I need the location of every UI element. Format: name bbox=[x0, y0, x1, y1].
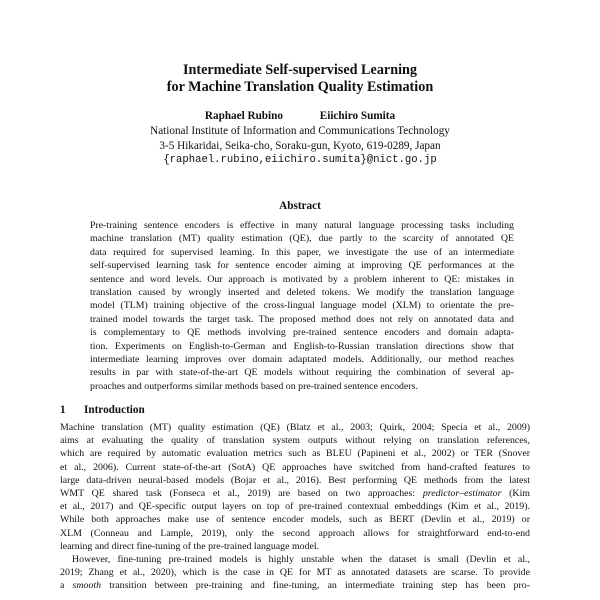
body-line: XLM (Conneau and Lample, 2019), only the second approach allows for straightforward end-to-end bbox=[60, 527, 530, 539]
author-name: Raphael Rubino bbox=[204, 110, 283, 122]
emphasis-smooth: smooth bbox=[72, 580, 102, 592]
affiliation-address: 3-5 Hikaridai, Seika-cho, Soraku-gun, Kyoto, 619-0289, Japan bbox=[159, 140, 441, 152]
introduction-body bbox=[60, 421, 530, 592]
body-line: aims at evaluating the quality of translation system outputs without relying on translation references, bbox=[60, 435, 530, 447]
section-heading-introduction bbox=[60, 403, 540, 417]
abstract-line: results in par with state-of-the-art QE models without requiring the combination of several ap- bbox=[90, 367, 514, 379]
abstract-line: self-supervised learning task for sentence encoder aiming at improving QE performances at the bbox=[90, 260, 514, 272]
abstract-line: Pre-training sentence encoders is effective in many natural language processing tasks including bbox=[90, 220, 514, 231]
section-number: 1 bbox=[60, 404, 66, 416]
body-text-segment: transition between pre-training and fine-tuning, an intermediate training step has been pro- bbox=[101, 580, 530, 592]
author-email: {raphael.rubino,eiichiro.sumita}@nict.go.jp bbox=[163, 154, 437, 166]
body-line-with-emphasis bbox=[60, 579, 530, 592]
paper-title-line-2: for Machine Translation Quality Estimation bbox=[166, 79, 434, 95]
abstract-line: is complementary to QE methods involving pre-trained sentence encoders and domain adapta- bbox=[90, 327, 514, 339]
body-line: et al., 2006). Current state-of-the-art (SotA) QE approaches have switched from hand-crafted features to bbox=[60, 461, 530, 473]
body-text-segment: WMT QE shared task (Fonseca et al., 2019) are based on two approaches: bbox=[60, 487, 423, 499]
abstract-line: model (TLM) training objective of the cross-lingual language model (XLM) to orientate the pre- bbox=[90, 300, 514, 312]
abstract-line: machine translation (MT) quality estimation (QE), due partly to the scarcity of annotated QE bbox=[90, 233, 514, 245]
abstract-line: tion. Experiments on English-to-German and English-to-Russian translation directions show that bbox=[90, 340, 514, 352]
affiliation-institution: National Institute of Information and Communications Technology bbox=[150, 125, 450, 137]
emphasis-predictor-estimator: predictor–estimator bbox=[422, 487, 502, 499]
body-line: large data-driven neural-based models (Bojar et al., 2016). Best performing QE methods from the latest bbox=[60, 474, 530, 486]
abstract-line: intermediate learning improves over domain adaptated models. Additionally, our method reaches bbox=[90, 353, 514, 365]
abstract-line: proaches and outperforms similar methods based on pre-trained sentence encoders. bbox=[90, 380, 418, 392]
abstract-line: translation caused by wrongly inserted and deleted tokens. We modify the translation language bbox=[90, 286, 514, 298]
abstract-body bbox=[90, 219, 514, 393]
body-line: Machine translation (MT) quality estimation (QE) (Blatz et al., 2003; Quirk, 2004; Specia et al., 2009) bbox=[60, 422, 530, 433]
abstract-line: data required for supervised learning. In this paper, we investigate the use of an intermediate bbox=[90, 246, 514, 258]
abstract-line: sentence and word levels. Our approach is motivated by a problem inherent to QE: mistakes in bbox=[90, 273, 514, 285]
body-text-segment: (Kim bbox=[501, 487, 530, 499]
author-name: Eiichiro Sumita bbox=[319, 110, 396, 122]
section-title: Introduction bbox=[84, 404, 145, 416]
body-line: which are required by automatic evaluation metrics such as BLEU (Papineni et al., 2002) or TER (Snover bbox=[60, 448, 530, 460]
body-line: et al., 2017) and QE-specific output layers on top of pre-trained contextual embeddings (Kim et al., 2019). bbox=[60, 501, 530, 513]
body-line: learning and direct fine-tuning of the pre-trained language model. bbox=[60, 540, 320, 552]
abstract-heading: Abstract bbox=[279, 200, 321, 212]
paper-title-line-1: Intermediate Self-supervised Learning bbox=[182, 62, 418, 78]
body-text-segment: a bbox=[60, 580, 73, 592]
abstract-line: trained model towards the target task. The proposed method does not rely on annotated data and bbox=[90, 313, 514, 325]
author-list bbox=[0, 109, 600, 123]
body-line-with-emphasis bbox=[60, 487, 530, 500]
body-line: 2019; Zhang et al., 2020), which is the case in QE for MT as annotated datasets are scarse. To provide bbox=[60, 567, 530, 579]
body-line: While both approaches make use of sentence encoder models, such as BERT (Devlin et al., 2019) or bbox=[60, 514, 530, 526]
body-line: However, fine-tuning pre-trained models is highly unstable when the dataset is small (Devlin et al., bbox=[72, 553, 530, 565]
